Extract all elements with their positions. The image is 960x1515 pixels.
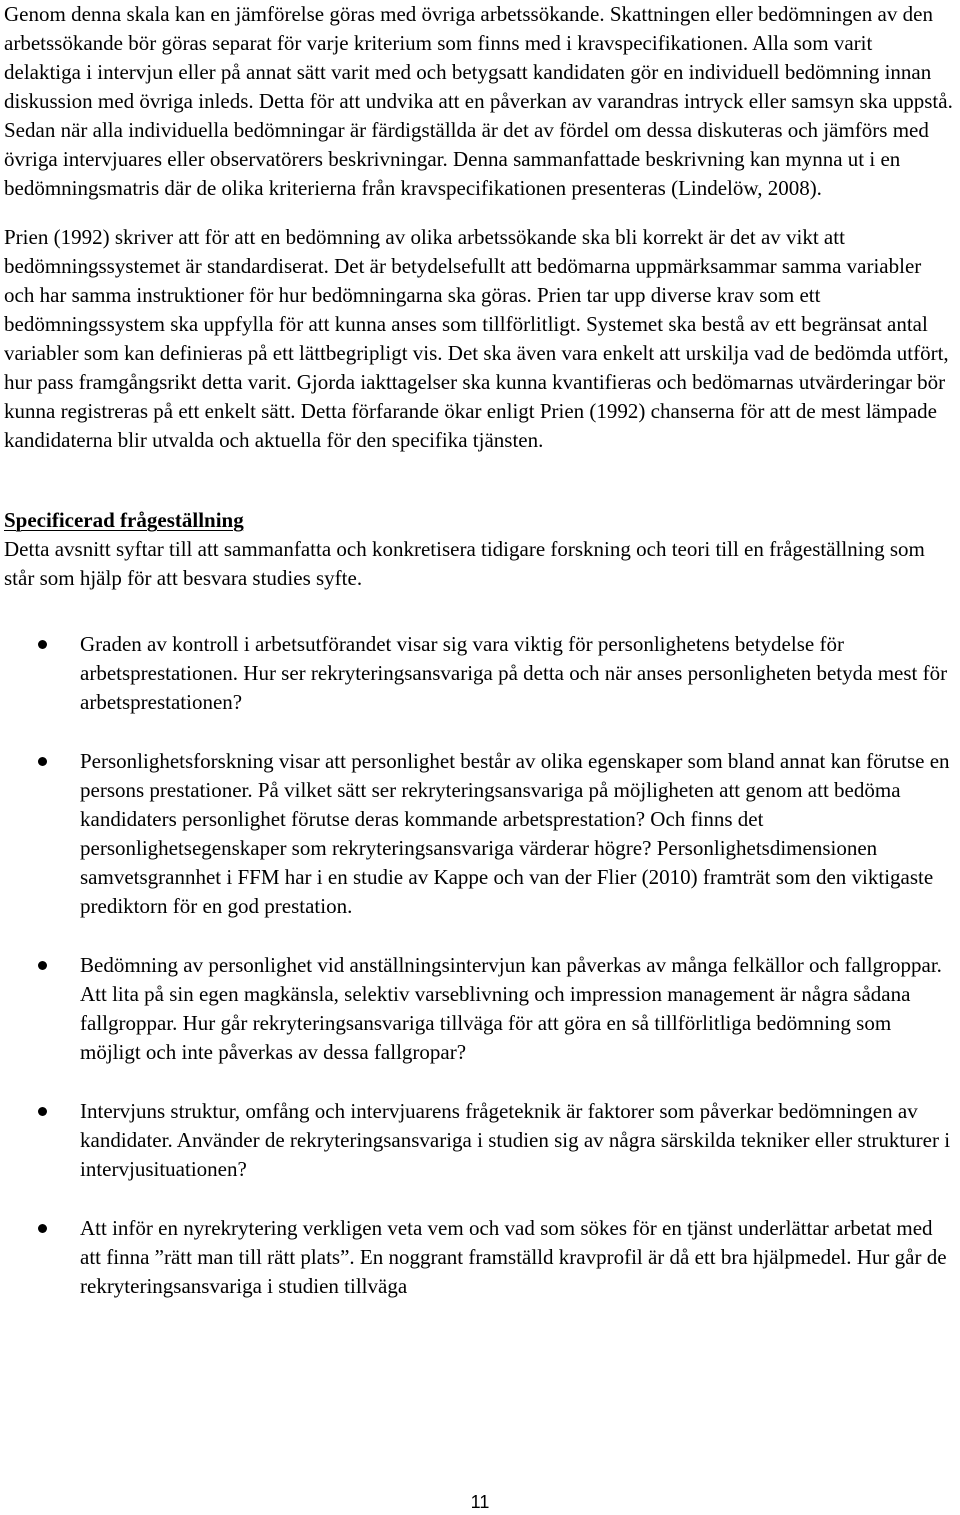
- section-heading: Specificerad frågeställning: [4, 508, 244, 532]
- bullet-icon: [38, 961, 47, 970]
- page-number: 11: [470, 1492, 490, 1512]
- list-item: [4, 951, 954, 1067]
- list-item-text: Intervjuns struktur, omfång och intervjuarens frågeteknik är faktorer som påverkar bedömningen av kandidater. Använder de rekryteringsansvariga i studien sig av några särskilda tekniker eller strukturer i intervjusituationen?: [80, 1099, 951, 1181]
- document-page: [4, 0, 954, 1301]
- list-item-text: Personlighetsforskning visar att personlighet består av olika egenskaper som bland annat kan förutse en persons prestationer. På vilket sätt ser rekryteringsansvariga på möjligheten att genom att bedöma kandidaters personlighet förutse deras kommande arbetsprestation? Och finns det personlighetsegenskaper som rekryteringsansvariga värderar högre? Personlighetsdimensionen samvetsgrannhet i FFM har i en studie av Kappe och van der Flier (2010) framträt som den viktigaste prediktorn för en god prestation.: [80, 749, 950, 918]
- bullet-icon: [38, 640, 47, 649]
- body-paragraph: Prien (1992) skriver att för att en bedömning av olika arbetssökande ska bli korrekt är det av vikt att bedömningssystemet är standardiserat. Det är betydelsefullt att bedömarna uppmärksammar samma variabler och har samma instruktioner för hur bedömningarna ska göras. Prien tar upp diverse krav som ett bedömningssystem ska uppfylla för att kunna anses som tillförlitligt. Systemet ska bestå av ett begränsat antal variabler som kan definieras på ett lättbegripligt vis. Det ska även vara enkelt att urskilja vad de bedömda utfört, hur pass framgångsrikt detta varit. Gjorda iakttagelser ska kunna kvantifieras och bedömarnas utvärderingar bör kunna registreras på ett enkelt sätt. Detta förfarande ökar enligt Prien (1992) chanserna för att de mest lämpade kandidaterna blir utvalda och aktuella för den specifika tjänsten.: [4, 225, 949, 452]
- list-item: [4, 1097, 954, 1184]
- research-question-list: [4, 630, 954, 1301]
- list-item-text: Bedömning av personlighet vid anställningsintervjun kan påverkas av många felkällor och fallgroppar. Att lita på sin egen magkänsla, selektiv varseblivning och impression management är några sådana fallgroppar. Hur går rekryteringsansvariga tillväga för att göra en så tillförlitliga bedömning som möjligt och inte påverkas av dessa fallgropar?: [80, 953, 942, 1064]
- body-paragraph: Genom denna skala kan en jämförelse göras med övriga arbetssökande. Skattningen eller bedömningen av den arbetssökande bör göras separat för varje kriterium som finns med i kravspecifikationen. Alla som varit delaktiga i intervjun eller på annat sätt varit med och betygsatt kandidaten gör en individuell bedömning innan diskussion med övriga inleds. Detta för att undvika att en påverkan av varandras intryck eller samsyn ska uppstå. Sedan när alla individuella bedömningar är färdigställda är det av fördel om dessa diskuteras och jämförs med övriga intervjuares eller observatörers beskrivningar. Denna sammanfattade beskrivning kan mynna ut i en bedömningsmatris där de olika kriterierna från kravspecifikationen presenteras (Lindelöw, 2008).: [4, 2, 953, 200]
- bullet-icon: [38, 1224, 47, 1233]
- list-item: [4, 1214, 954, 1301]
- section-intro-paragraph: Detta avsnitt syftar till att sammanfatta och konkretisera tidigare forskning och teori till en frågeställning som står som hjälp för att besvara studies syfte.: [4, 537, 925, 590]
- list-item-text: Att inför en nyrekrytering verkligen veta vem och vad som sökes för en tjänst underlättar arbetat med att finna ”rätt man till rätt plats”. En noggrant framställd kravprofil är då ett bra hjälpmedel. Hur går de rekryteringsansvariga i studien tillväga: [80, 1216, 947, 1298]
- bullet-icon: [38, 757, 47, 766]
- list-item: [4, 747, 954, 921]
- list-item: [4, 630, 954, 717]
- bullet-icon: [38, 1107, 47, 1116]
- list-item-text: Graden av kontroll i arbetsutförandet visar sig vara viktig för personlighetens betydelse för arbetsprestationen. Hur ser rekryteringsansvariga på detta och när anses personligheten betyda mest för arbetsprestationen?: [80, 632, 948, 714]
